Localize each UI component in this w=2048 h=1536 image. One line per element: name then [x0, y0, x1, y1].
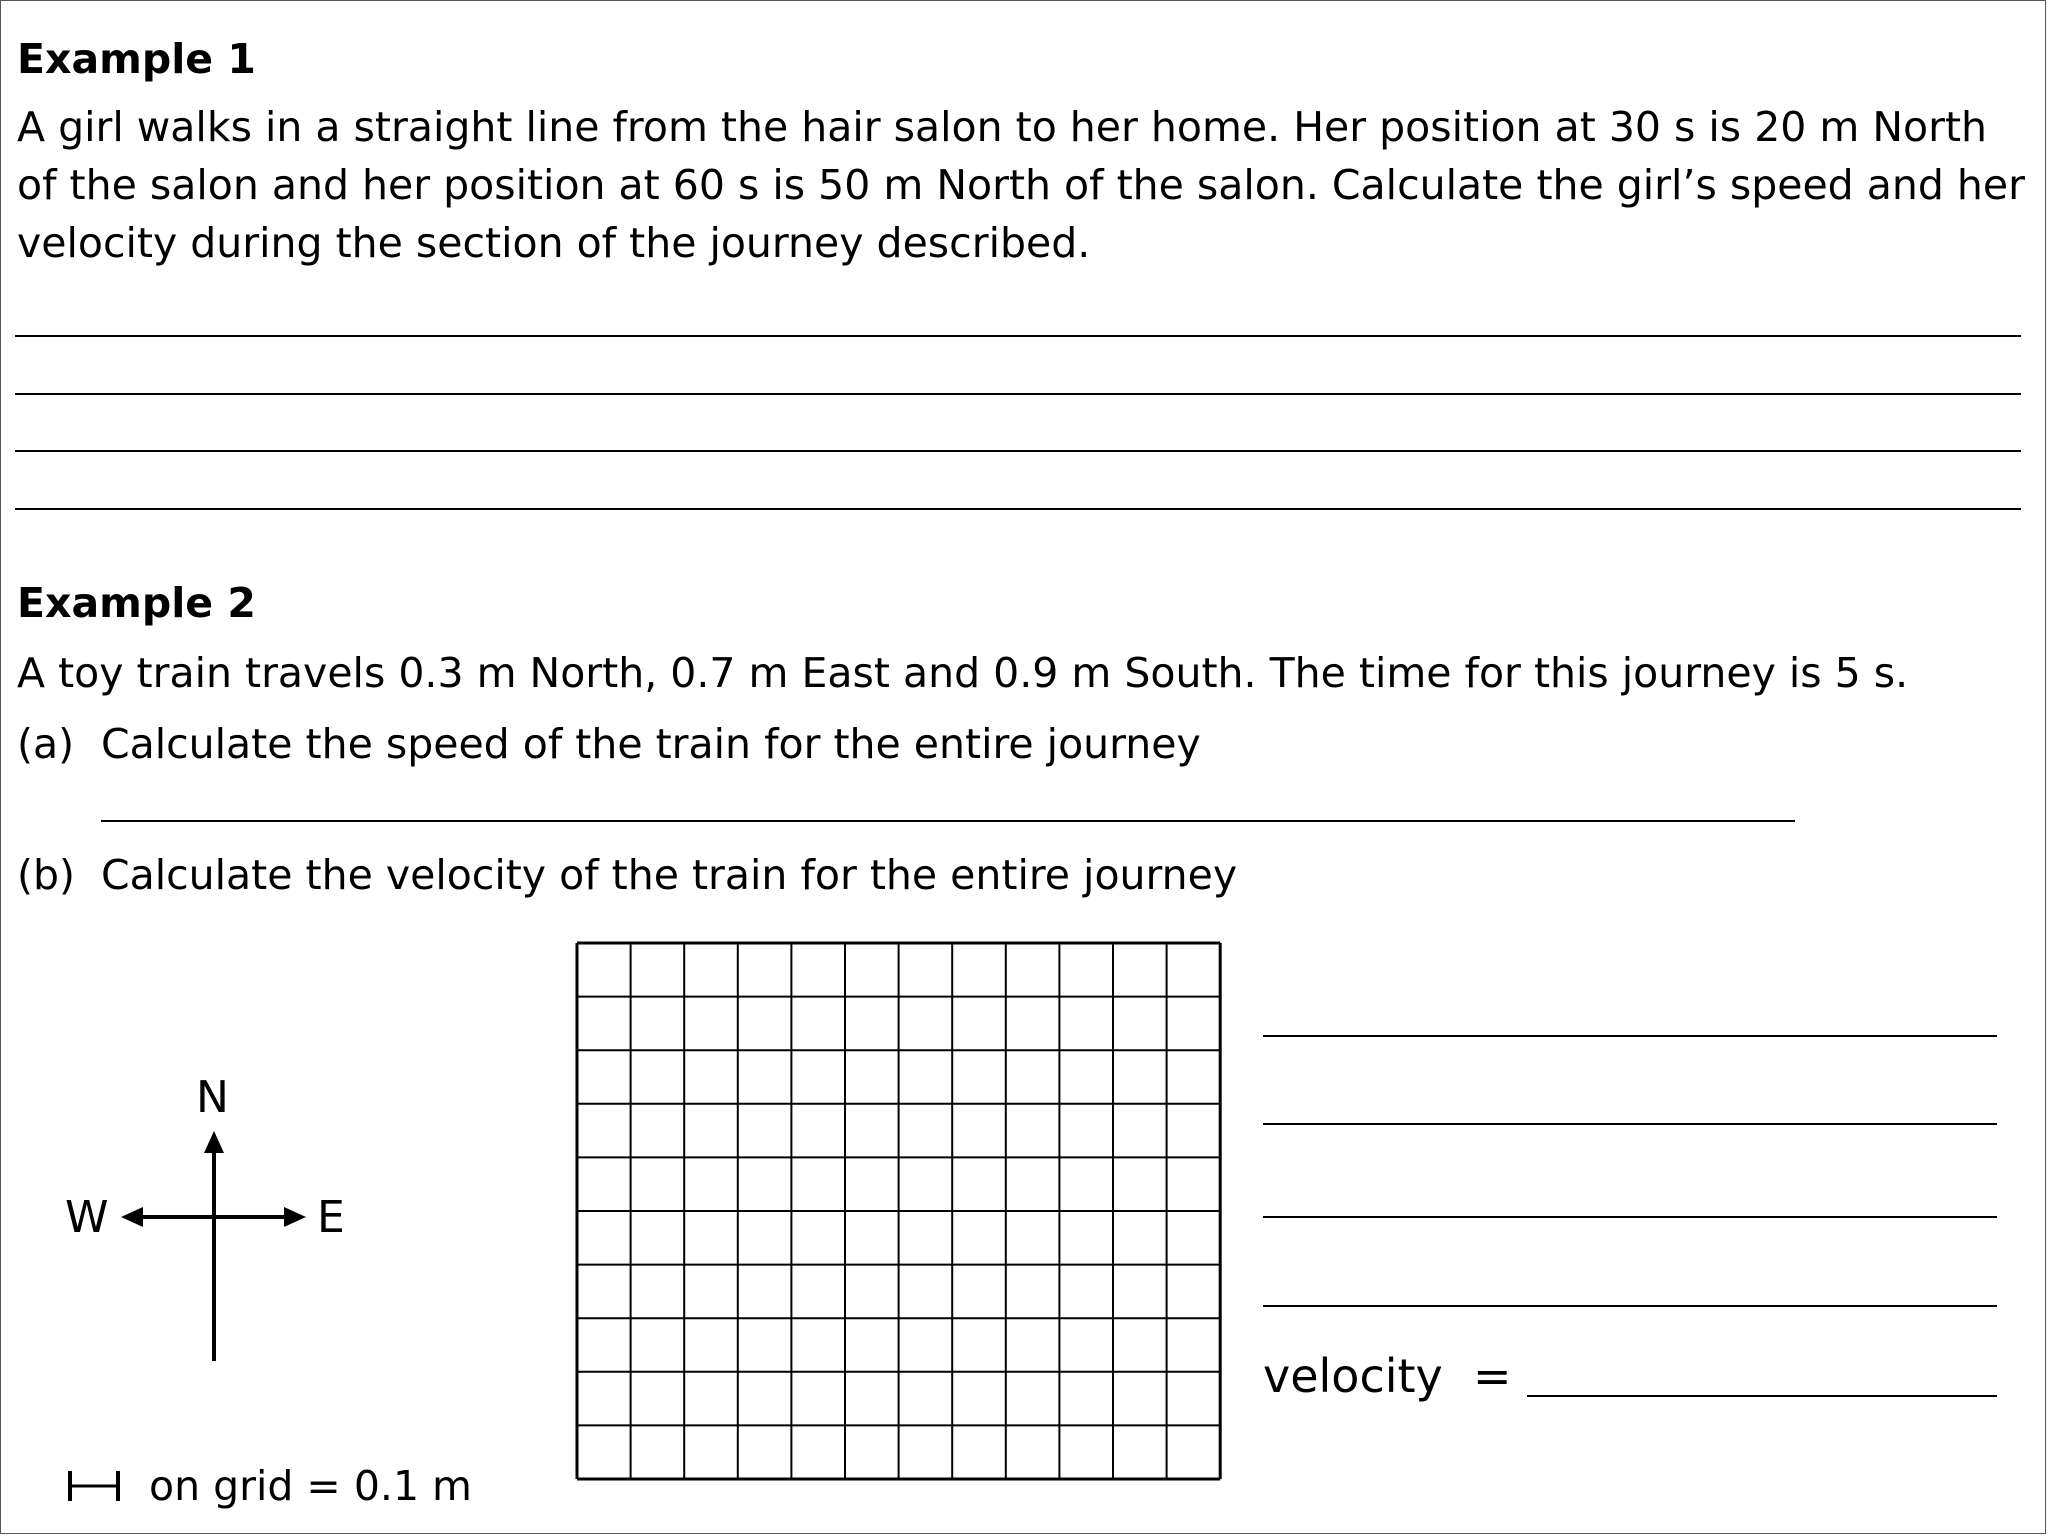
velocity-label: velocity [1263, 1349, 1443, 1403]
drawing-grid[interactable] [575, 941, 1225, 1501]
answer-line[interactable] [15, 508, 2021, 510]
part-a-question: Calculate the speed of the train for the entire journey [101, 720, 1201, 768]
compass-west-label: W [65, 1192, 109, 1243]
example-1-heading: Example 1 [17, 35, 256, 83]
scale-bar-icon [67, 1469, 123, 1503]
answer-line[interactable] [15, 393, 2021, 395]
compass-east-label: E [317, 1192, 345, 1243]
example-2-heading: Example 2 [17, 579, 256, 627]
part-a-answer-line[interactable] [101, 820, 1795, 822]
compass [61, 1071, 345, 1371]
velocity-answer-line[interactable] [1527, 1395, 1997, 1397]
answer-line[interactable] [15, 450, 2021, 452]
answer-line[interactable] [15, 335, 2021, 337]
example-1-question: A girl walks in a straight line from the hair salon to her home. Her position at 30 s is 20 m North of the salon and her position at 60 s is 50 m North of the salon. Calculate the girl’s speed and her velocity during the section of the journey described. [17, 103, 2025, 267]
working-line[interactable] [1263, 1035, 1997, 1037]
part-b-question: Calculate the velocity of the train for the entire journey [101, 851, 1238, 899]
working-line[interactable] [1263, 1123, 1997, 1125]
part-a-label: (a) [17, 720, 75, 768]
scale-text: on grid = 0.1 m [149, 1462, 472, 1510]
working-line[interactable] [1263, 1305, 1997, 1307]
compass-north-label: N [196, 1072, 229, 1123]
part-b-label: (b) [17, 851, 76, 899]
velocity-equals: = [1473, 1349, 1512, 1403]
working-line[interactable] [1263, 1216, 1997, 1218]
example-2-intro: A toy train travels 0.3 m North, 0.7 m East and 0.9 m South. The time for this journey is 5 s. [17, 649, 1909, 697]
